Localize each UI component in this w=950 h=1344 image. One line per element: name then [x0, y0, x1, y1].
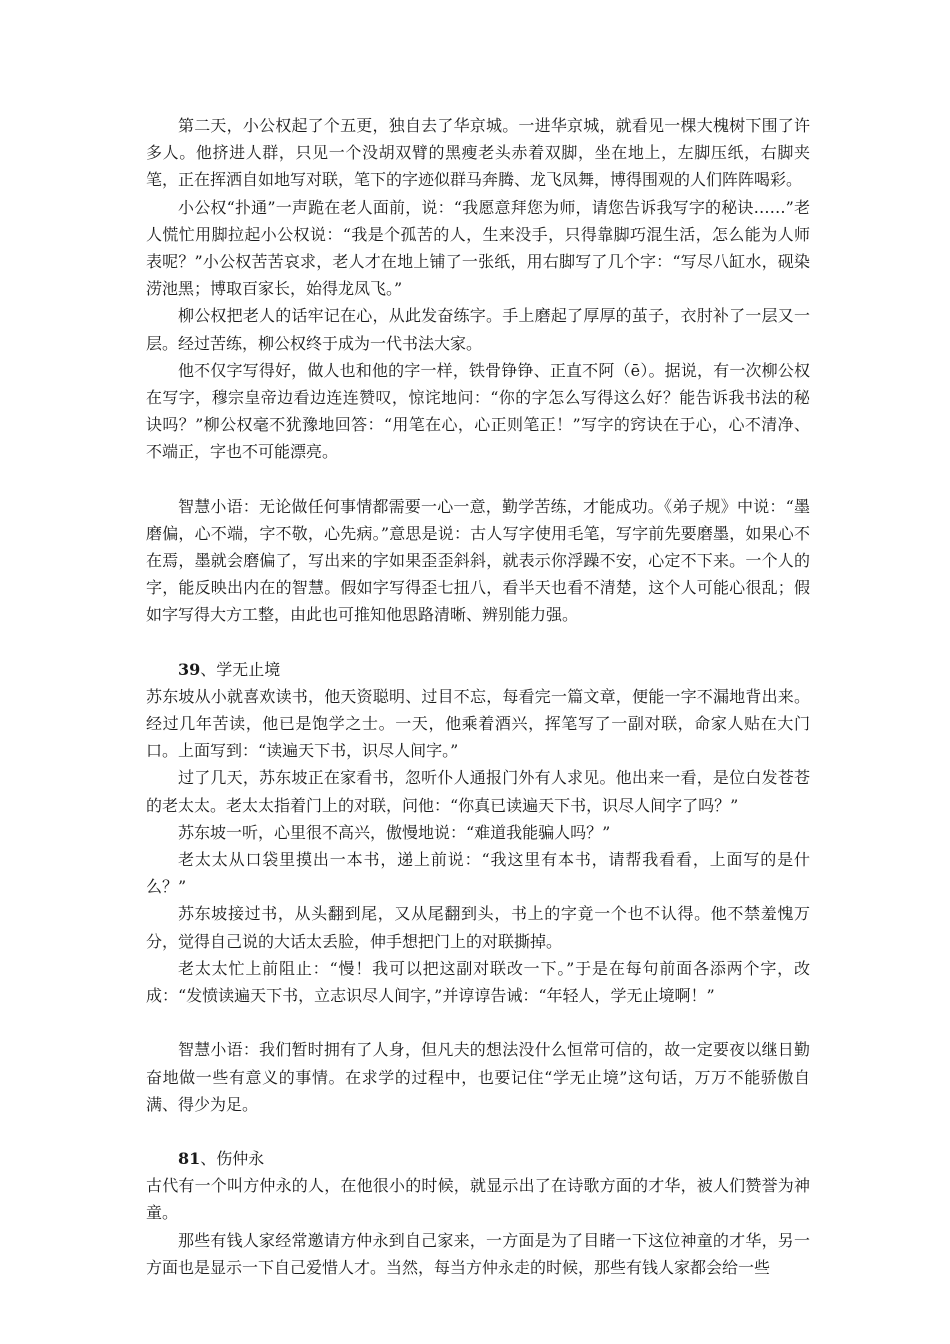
- section-title: 、伤仲永: [200, 1148, 265, 1168]
- paragraph: 柳公权把老人的话牢记在心，从此发奋练字。手上磨起了厚厚的茧子，衣肘补了一层又一层。经过苦练，柳公权终于成为一代书法大家。: [146, 306, 810, 353]
- paragraph: 老太太忙上前阻止：“慢！我可以把这副对联改一下。”于是在每句前面各添两个字，改成：“发愤读遍天下书，立志识尽人间字，”并谆谆告诫：“年轻人，学无止境啊！”: [146, 958, 810, 1006]
- section-number: 39: [178, 659, 201, 679]
- paragraph: 小公权“扑通”一声跪在老人面前，说：“我愿意拜您为师，请您告诉我写字的秘诀……”老人慌忙用脚拉起小公权说：“我是个孤苦的人，生来没手，只得靠脚巧混生活，怎么能为人师表呢？”小公权苦苦哀求，老人才在地上铺了一张纸，用右脚写了几个字：“写尽八缸水，砚染涝池黑；博取百家长，始得龙凤飞。”: [146, 197, 810, 299]
- spacer: [146, 1009, 810, 1036]
- paragraph: 那些有钱人家经常邀请方仲永到自己家来，一方面是为了目睹一下这位神童的才华，另一方面也是显示一下自己爱惜人才。当然，每当方仲永走的时候，那些有钱人家都会给一些: [146, 1230, 810, 1277]
- paragraph: 古代有一个叫方仲永的人，在他很小的时候，就显示出了在诗歌方面的才华，被人们赞誉为神童。: [146, 1176, 810, 1223]
- wisdom-note: 智慧小语：我们暂时拥有了人身，但凡夫的想法没什么恒常可信的，故一定要夜以继日勤奋地做一些有意义的事情。在求学的过程中，也要记住“学无止境”这句话，万万不能骄傲自满、得少为足。: [146, 1040, 810, 1114]
- section-heading-39: [146, 656, 810, 683]
- paragraph: 过了几天，苏东坡正在家看书，忽听仆人通报门外有人求见。他出来一看，是位白发苍苍的老太太。老太太指着门上的对联，问他：“你真已读遍天下书，识尽人间字了吗？”: [146, 768, 810, 815]
- spacer: [146, 466, 810, 493]
- paragraph: 第二天，小公权起了个五更，独自去了华京城。一进华京城，就看见一棵大槐树下围了许多人。他挤进人群，只见一个没胡双臂的黑瘦老头赤着双脚，坐在地上，左脚压纸，右脚夹笔，正在挥洒自如地写对联，笔下的字迹似群马奔腾、龙飞凤舞，博得围观的人们阵阵喝彩。: [146, 116, 810, 190]
- spacer: [146, 1118, 810, 1145]
- spacer: [146, 629, 810, 656]
- section-number: 81: [178, 1148, 201, 1168]
- paragraph: 苏东坡从小就喜欢读书，他天资聪明、过目不忘，每看完一篇文章，便能一字不漏地背出来。经过几年苦读，他已是饱学之士。一天，他乘着酒兴，挥笔写了一副对联，命家人贴在大门口。上面写到：“读遍天下书，识尽人间字。”: [146, 686, 810, 761]
- wisdom-note: 智慧小语：无论做任何事情都需要一心一意，勤学苦练，才能成功。《弟子规》中说：“墨磨偏，心不端，字不敬，心先病。”意思是说：古人写字使用毛笔，写字前先要磨墨，如果心不在焉，墨就会磨偏了，写出来的字如果歪歪斜斜，就表示你浮躁不安，心定不下来。一个人的字，能反映出内在的智慧。假如字写得歪七扭八，看半天也看不清楚，这个人可能心很乱；假如字写得大方工整，由此也可推知他思路清晰、辨别能力强。: [146, 496, 810, 625]
- section-title: 、学无止境: [200, 659, 281, 679]
- document-page: [146, 112, 810, 1281]
- paragraph: 他不仅字写得好，做人也和他的字一样，铁骨铮铮、正直不阿（ē）。据说，有一次柳公权在写字，穆宗皇帝边看边连连赞叹，惊诧地问：“你的字怎么写得这么好？能告诉我书法的秘诀吗？”柳公权毫不犹豫地回答：“用笔在心，心正则笔正！”写字的窍诀在于心，心不清净、不端正，字也不可能漂亮。: [146, 360, 810, 462]
- paragraph: 老太太从口袋里摸出一本书，递上前说：“我这里有本书，请帮我看看，上面写的是什么？”: [146, 850, 810, 897]
- paragraph: 苏东坡接过书，从头翻到尾，又从尾翻到头，书上的字竟一个也不认得。他不禁羞愧万分，觉得自己说的大话太丢脸，伸手想把门上的对联撕掉。: [146, 904, 810, 951]
- paragraph: 苏东坡一听，心里很不高兴，傲慢地说：“难道我能骗人吗？”: [178, 822, 611, 842]
- section-heading-81: [146, 1145, 810, 1172]
